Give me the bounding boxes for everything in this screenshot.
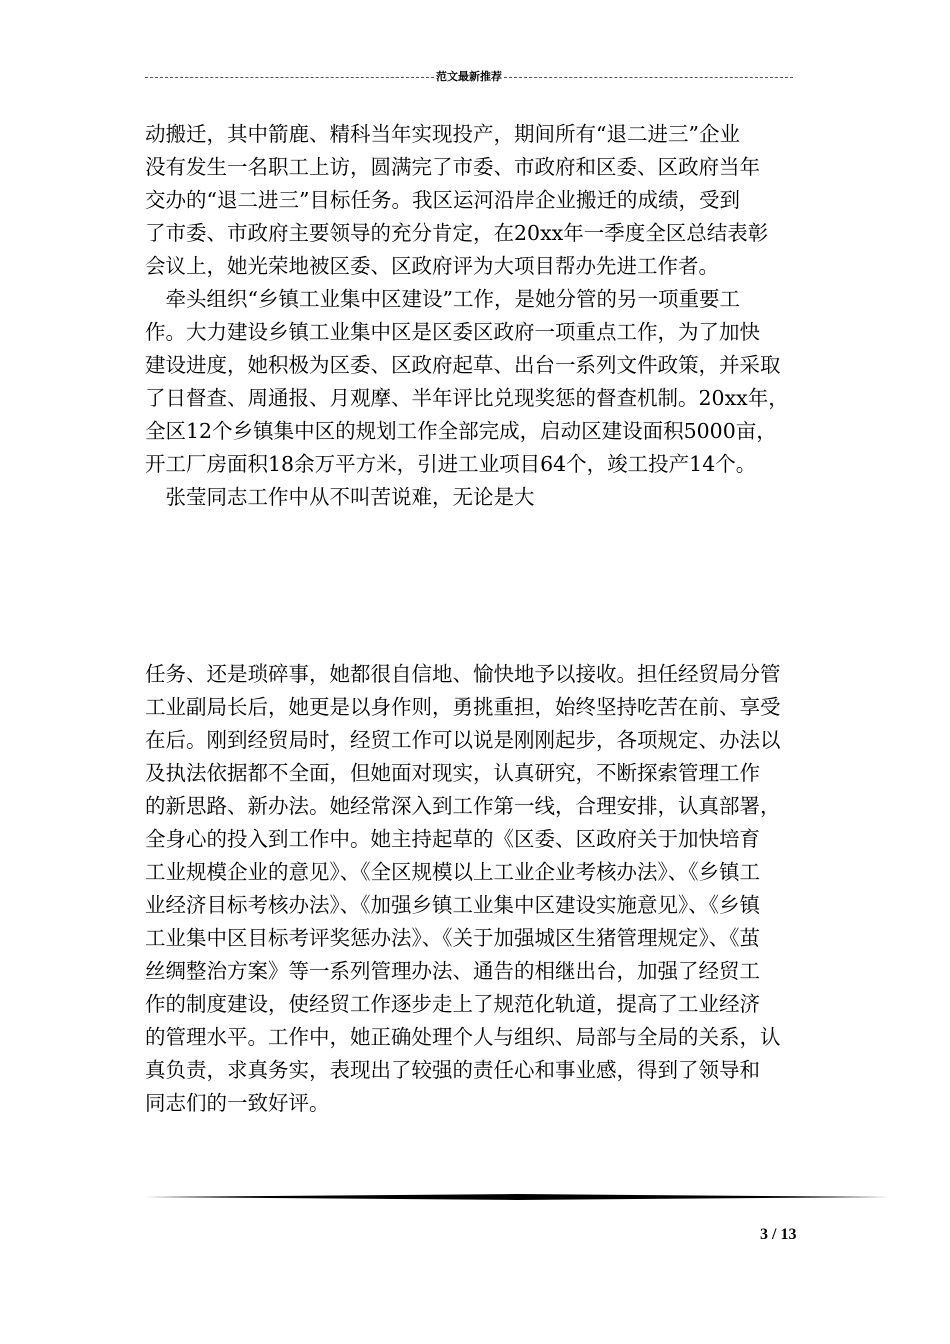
text-line: 动搬迁，其中箭鹿、精科当年实现投产，期间所有“退二进三”企业	[145, 122, 740, 146]
text-line: 了市委、市政府主要领导的充分肯定，在20xx年一季度全区总结表彰	[145, 221, 769, 245]
header-dash-right	[504, 77, 793, 78]
text-line: 全身心的投入到工作中。她主持起草的《区委、区政府关于加快培育	[145, 827, 760, 851]
text-line: 作的制度建设，使经贸工作逐步走上了规范化轨道，提高了工业经济	[145, 992, 760, 1016]
text-line: 工业集中区目标考评奖惩办法》、《关于加强城区生猪管理规定》、《茧	[145, 926, 760, 950]
text-line: 交办的“退二进三”目标任务。我区运河沿岸企业搬迁的成绩，受到	[145, 188, 740, 212]
text-line: 在后。刚到经贸局时，经贸工作可以说是刚刚起步，各项规定、办法以	[145, 728, 781, 752]
text-line: 的新思路、新办法。她经常深入到工作第一线，合理安排，认真部署，	[145, 794, 781, 818]
page-header	[145, 66, 793, 86]
text-line: 张莹同志工作中从不叫苦说难，无论是大	[145, 485, 535, 509]
text-line: 任务、还是琐碎事，她都很自信地、愉快地予以接收。担任经贸局分管	[145, 662, 781, 686]
text-line: 真负责，求真务实，表现出了较强的责任心和事业感，得到了领导和	[145, 1058, 760, 1082]
text-line: 全区12个乡镇集中区的规划工作全部完成，启动区建设面积5000亩，	[145, 419, 777, 443]
footer-divider	[145, 1194, 890, 1200]
text-line: 会议上，她光荣地被区委、区政府评为大项目帮办先进工作者。	[145, 254, 719, 278]
page-number: 3 / 13	[760, 1226, 797, 1243]
text-block-upper	[145, 118, 825, 514]
text-line: 牵头组织“乡镇工业集中区建设”工作，是她分管的另一项重要工	[145, 287, 740, 311]
header-dash-left	[145, 77, 434, 78]
text-line: 建设进度，她积极为区委、区政府起草、出台一系列文件政策，并采取	[145, 353, 781, 377]
text-line: 同志们的一致好评。	[145, 1091, 330, 1115]
text-line: 作。大力建设乡镇工业集中区是区委区政府一项重点工作，为了加快	[145, 320, 760, 344]
text-line: 工业副局长后，她更是以身作则，勇挑重担，始终坚持吃苦在前、享受	[145, 695, 781, 719]
text-block-lower	[145, 658, 825, 1120]
header-title: 范文最新推荐	[436, 70, 502, 83]
text-line: 丝绸整治方案》等一系列管理办法、通告的相继出台，加强了经贸工	[145, 959, 760, 983]
text-line: 的管理水平。工作中，她正确处理个人与组织、局部与全局的关系，认	[145, 1025, 781, 1049]
text-line: 开工厂房面积18余万平方米，引进工业项目64个，竣工投产14个。	[145, 452, 757, 476]
text-line: 及执法依据都不全面，但她面对现实，认真研究，不断探索管理工作	[145, 761, 760, 785]
text-line: 了日督查、周通报、月观摩、半年评比兑现奖惩的督查机制。20xx年，	[145, 386, 789, 410]
text-line: 业经济目标考核办法》、《加强乡镇工业集中区建设实施意见》、《乡镇	[145, 893, 760, 917]
text-line: 没有发生一名职工上访，圆满完了市委、市政府和区委、区政府当年	[145, 155, 760, 179]
text-line: 工业规模企业的意见》、《全区规模以上工业企业考核办法》、《乡镇工	[145, 860, 760, 884]
